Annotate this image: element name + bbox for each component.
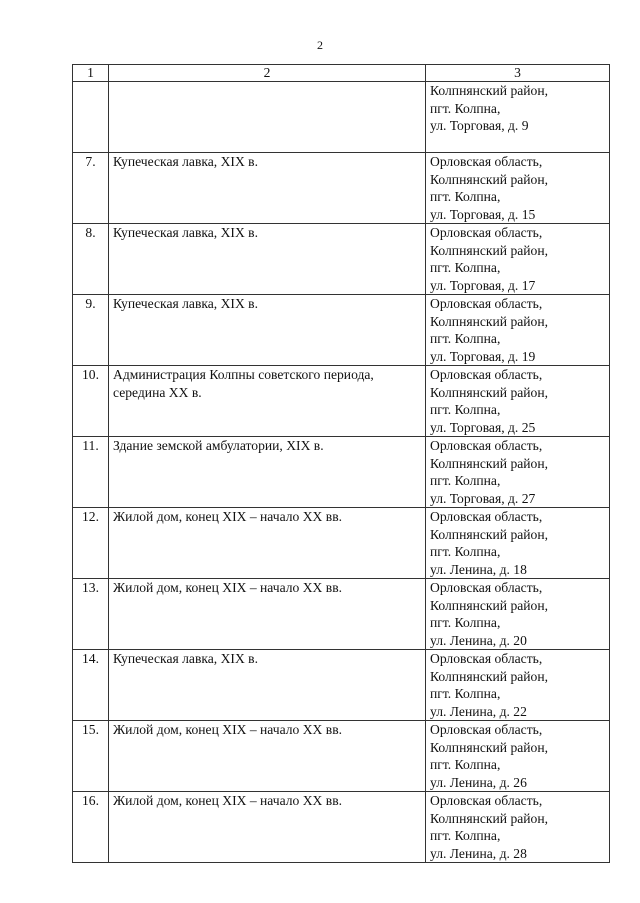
object-name-line: Купеческая лавка, XIX в. [113,154,258,169]
address-line: пгт. Колпна, [430,260,501,275]
address-line: ул. Торговая, д. 25 [430,419,536,435]
address-cell [426,153,610,224]
object-name-line: Жилой дом, конец XIX – начало XX вв. [113,722,343,737]
address-line: пгт. Колпна, [430,828,501,843]
object-name-line: середина XX в. [113,384,202,400]
table-row [73,721,610,792]
address-cell [426,579,610,650]
address-line: Колпнянский район, [430,313,549,329]
address-line: Орловская область, [430,367,543,382]
address-cell [426,437,610,508]
address-line: ул. Торговая, д. 19 [430,348,536,364]
row-number-cell: 14. [73,650,109,721]
address-line: Колпнянский район, [430,171,549,187]
row-number-cell: 12. [73,508,109,579]
address-cell [426,366,610,437]
column-header-2: 2 [109,65,426,82]
address-line: Колпнянский район, [430,668,549,684]
address-cell [426,224,610,295]
address-line: ул. Торговая, д. 17 [430,277,536,293]
table-row [73,295,610,366]
address-line: Орловская область, [430,225,543,240]
object-name-line: Купеческая лавка, XIX в. [113,296,258,311]
address-line: Орловская область, [430,793,543,808]
address-line: Колпнянский район, [430,597,549,613]
address-cell [426,721,610,792]
column-header-1: 1 [73,65,109,82]
address-line: ул. Ленина, д. 28 [430,845,527,861]
table-row [73,508,610,579]
continuation-row [73,82,610,153]
table-body [73,82,610,863]
object-name-cell [109,224,426,295]
page-number: 2 [317,38,323,52]
object-name-line: Здание земской амбулатории, XIX в. [113,438,324,453]
table-row [73,437,610,508]
heritage-objects-table [72,64,610,863]
row-number-cell [73,82,109,153]
object-name-cell [109,295,426,366]
address-line: Орловская область, [430,722,543,737]
table-row [73,366,610,437]
column-header-3: 3 [426,65,610,82]
object-name-cell [109,437,426,508]
address-line: пгт. Колпна, [430,686,501,701]
address-line: ул. Торговая, д. 15 [430,206,536,222]
address-line: пгт. Колпна, [430,189,501,204]
row-number-cell: 11. [73,437,109,508]
address-line: пгт. Колпна, [430,757,501,772]
object-name-line: Жилой дом, конец XIX – начало XX вв. [113,580,343,595]
object-name-cell [109,508,426,579]
address-line: пгт. Колпна, [430,615,501,630]
address-line: Орловская область, [430,580,543,595]
address-cell [426,82,610,153]
address-line: Орловская область, [430,438,543,453]
address-line: пгт. Колпна, [430,100,501,116]
address-line: Колпнянский район, [430,739,549,755]
address-line: ул. Ленина, д. 18 [430,561,527,577]
address-line: Колпнянский район, [430,810,549,826]
address-line: Орловская область, [430,651,543,666]
address-cell [426,650,610,721]
row-number-cell: 7. [73,153,109,224]
object-name-cell [109,82,426,153]
table-row [73,579,610,650]
row-number-cell: 15. [73,721,109,792]
table-row [73,792,610,863]
object-name-cell [109,579,426,650]
object-name-line: Купеческая лавка, XIX в. [113,651,258,666]
table-header-row [73,65,610,82]
address-line: Орловская область, [430,509,543,524]
object-name-line: Администрация Колпны советского периода, [113,367,374,382]
address-line: ул. Торговая, д. 27 [430,490,536,506]
object-name-cell [109,650,426,721]
object-name-line: Купеческая лавка, XIX в. [113,225,258,240]
row-number-cell: 9. [73,295,109,366]
object-name-line: Жилой дом, конец XIX – начало XX вв. [113,793,343,808]
address-line: Колпнянский район, [430,455,549,471]
table-row [73,153,610,224]
address-line: Колпнянский район, [430,526,549,542]
address-cell [426,295,610,366]
address-line: пгт. Колпна, [430,544,501,559]
address-cell [426,792,610,863]
address-line: Орловская область, [430,154,543,169]
row-number-cell: 13. [73,579,109,650]
object-name-cell [109,366,426,437]
address-line: Колпнянский район, [430,242,549,258]
object-name-cell [109,153,426,224]
address-line: ул. Ленина, д. 20 [430,632,527,648]
address-line: Колпнянский район, [430,384,549,400]
address-line: Орловская область, [430,296,543,311]
object-name-cell [109,792,426,863]
address-line: пгт. Колпна, [430,402,501,417]
address-line: ул. Ленина, д. 22 [430,703,527,719]
row-number-cell: 10. [73,366,109,437]
row-number-cell: 8. [73,224,109,295]
address-line: пгт. Колпна, [430,473,501,488]
object-name-line: Жилой дом, конец XIX – начало XX вв. [113,509,343,524]
address-line: Колпнянский район, [430,83,549,98]
address-line: пгт. Колпна, [430,331,501,346]
row-number-cell: 16. [73,792,109,863]
object-name-cell [109,721,426,792]
address-cell [426,508,610,579]
address-line: ул. Торговая, д. 9 [430,118,529,133]
table-row [73,650,610,721]
table-row [73,224,610,295]
address-line: ул. Ленина, д. 26 [430,774,527,790]
